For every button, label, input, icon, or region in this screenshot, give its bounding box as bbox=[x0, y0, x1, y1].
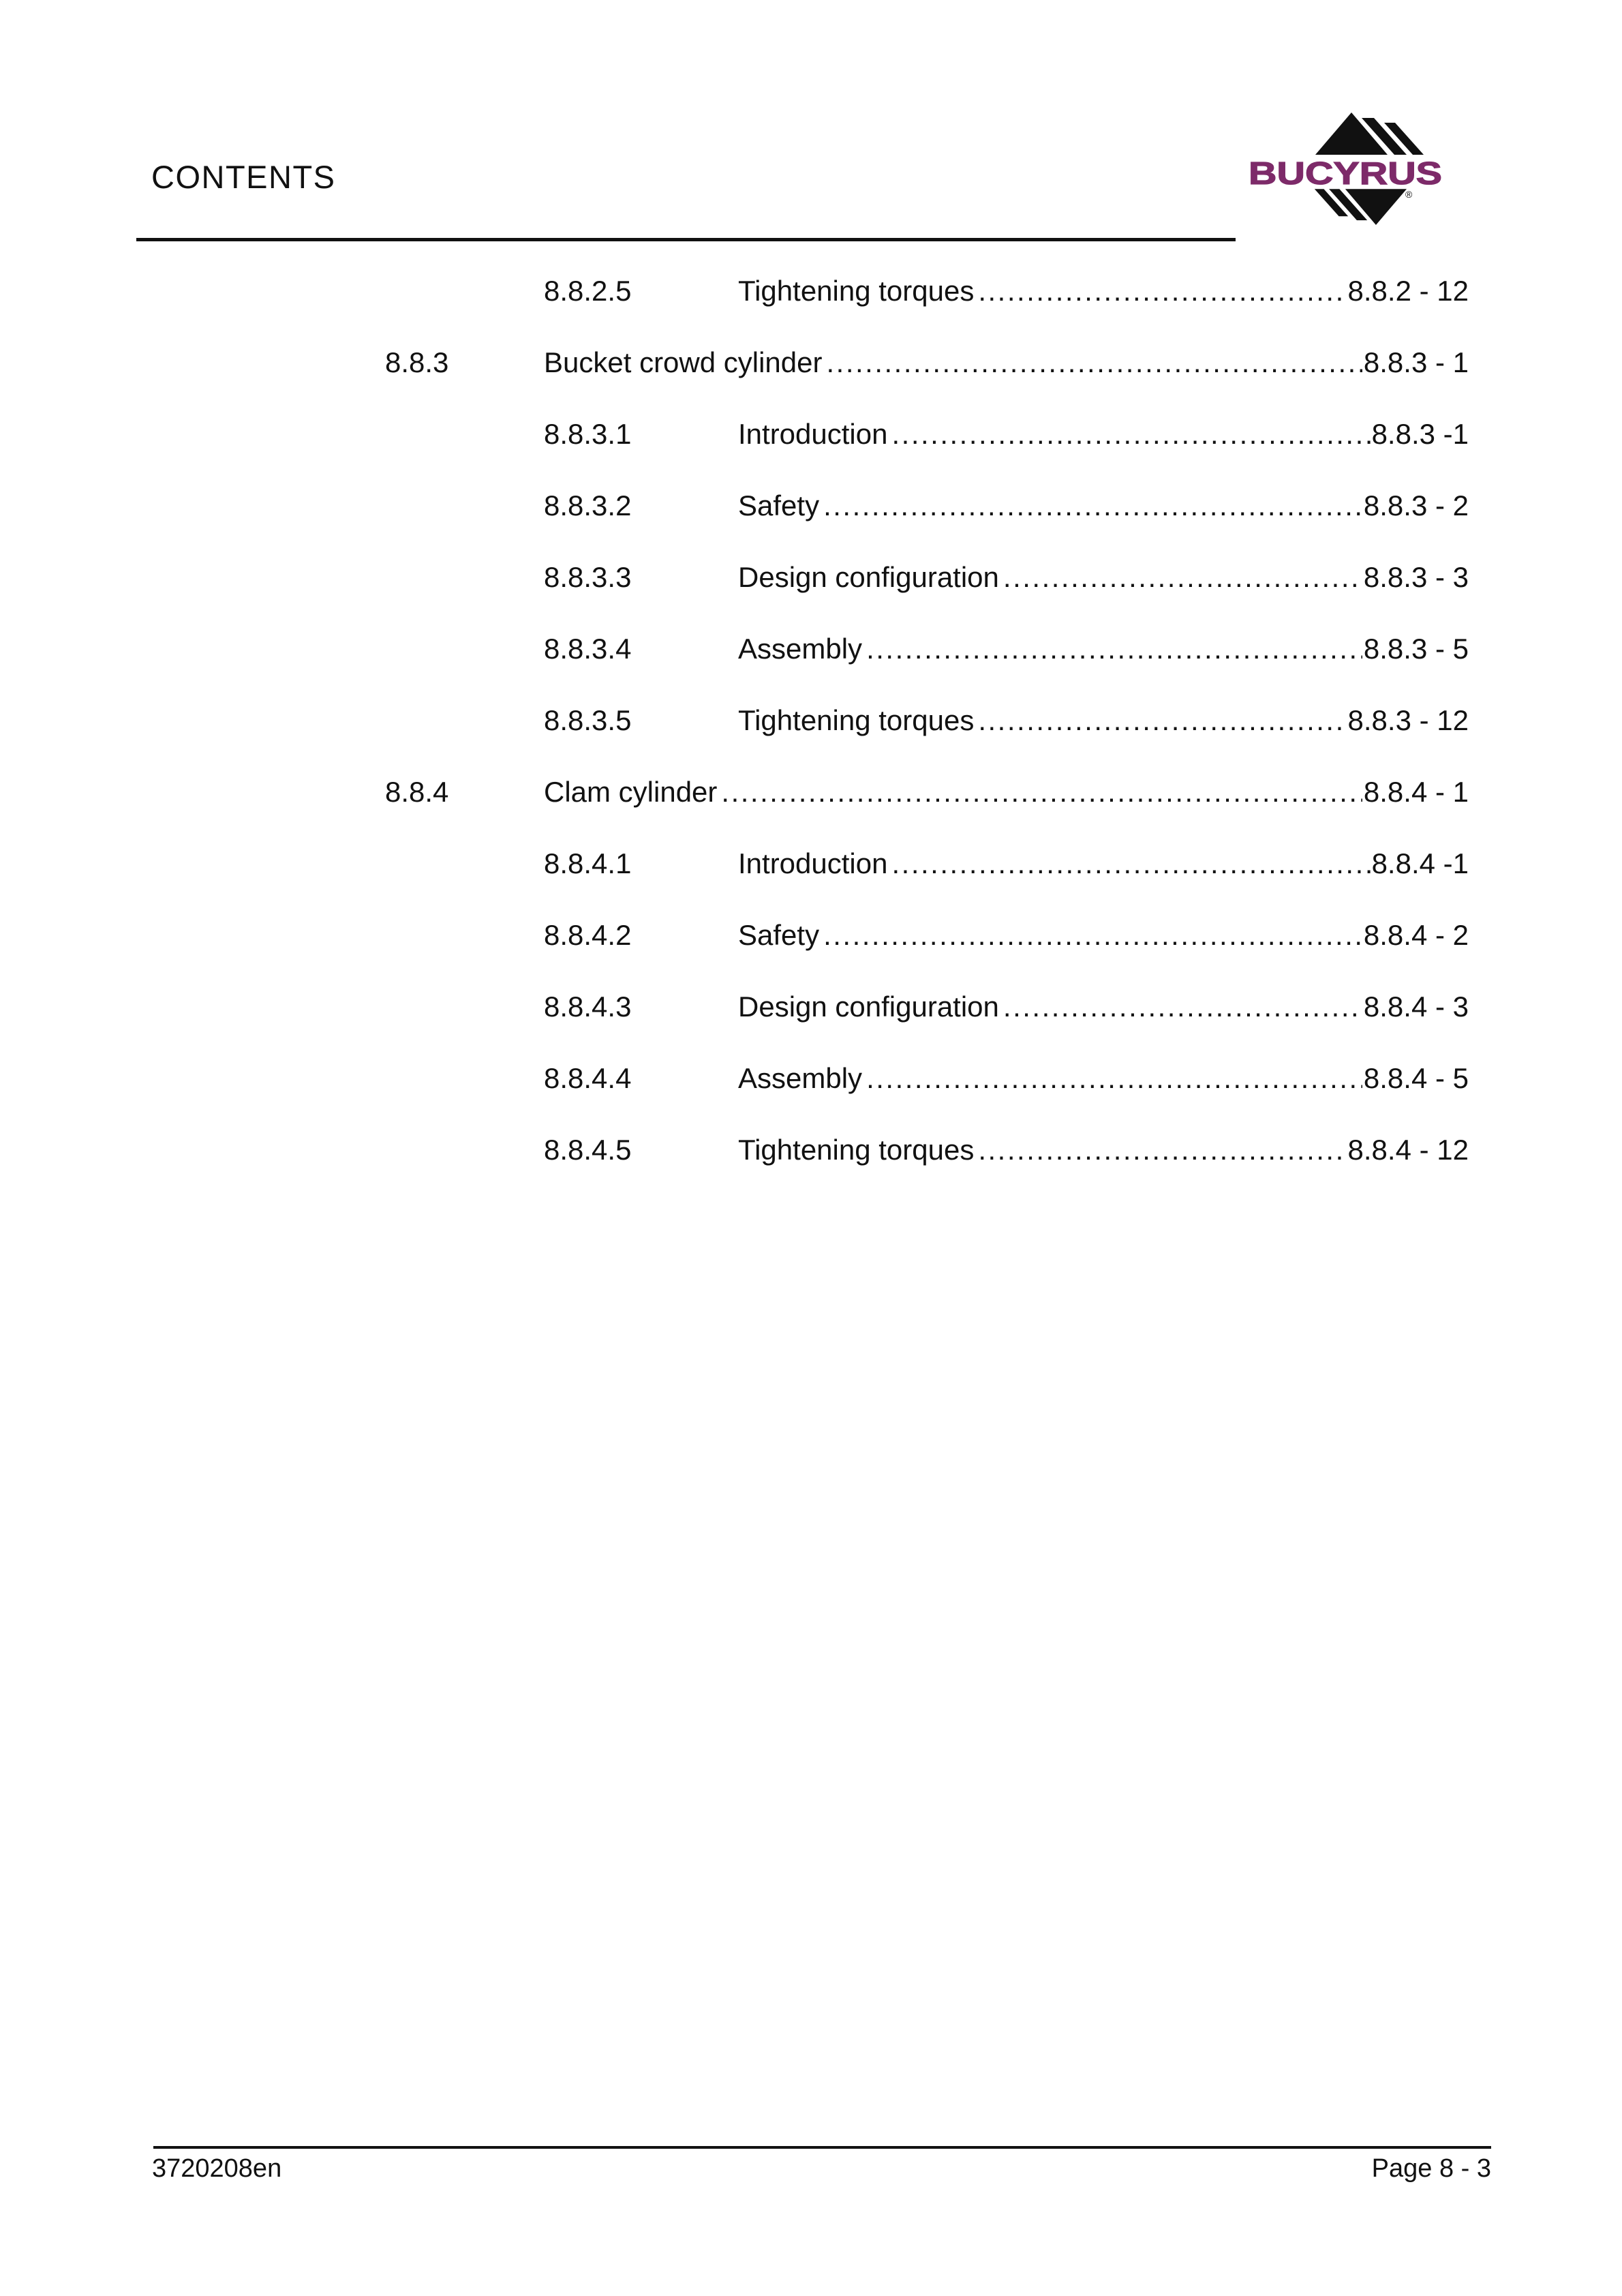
toc-entry-title: Safety bbox=[738, 919, 820, 951]
toc-entry bbox=[385, 1061, 1469, 1133]
toc-entry-title: Design configuration bbox=[738, 561, 999, 593]
toc-entry bbox=[385, 274, 1469, 346]
toc-entry-number: 8.8.3.3 bbox=[544, 561, 632, 593]
toc-entry-title: Tightening torques bbox=[738, 275, 975, 307]
toc-leader-dots bbox=[1003, 990, 1362, 1024]
toc-entry-number: 8.8.3.2 bbox=[544, 489, 632, 522]
toc-entry-page: 8.8.4 - 3 bbox=[1363, 991, 1469, 1023]
logo-wordmark: BUCYRUS bbox=[1249, 155, 1442, 191]
toc-entry bbox=[385, 847, 1469, 918]
toc-entry-title: Tightening torques bbox=[738, 704, 975, 736]
registered-trademark-icon: ® bbox=[1405, 189, 1413, 200]
toc-entry-title: Bucket crowd cylinder bbox=[544, 346, 823, 378]
toc-entry-page: 8.8.3 - 5 bbox=[1363, 633, 1469, 665]
toc-entry-page: 8.8.3 - 1 bbox=[1363, 346, 1469, 378]
toc-entry-title: Clam cylinder bbox=[544, 776, 718, 808]
toc-leader-dots bbox=[721, 775, 1362, 809]
toc-entry-number: 8.8.3.5 bbox=[544, 704, 632, 736]
toc-entry-number: 8.8.4.1 bbox=[544, 847, 632, 879]
toc-entry-page: 8.8.4 - 12 bbox=[1347, 1134, 1469, 1166]
toc-leader-dots bbox=[978, 1133, 1346, 1167]
toc-entry bbox=[385, 560, 1469, 632]
toc-entry-number: 8.8.3 bbox=[385, 346, 449, 378]
toc-leader-dots bbox=[891, 417, 1370, 451]
toc-entry bbox=[385, 990, 1469, 1061]
toc-entry-number: 8.8.2.5 bbox=[544, 275, 632, 307]
toc-entry-page: 8.8.2 - 12 bbox=[1347, 275, 1469, 307]
toc-leader-dots bbox=[891, 847, 1370, 881]
toc-leader-dots bbox=[866, 632, 1362, 666]
toc-entry-title: Design configuration bbox=[738, 991, 999, 1023]
toc-entry-page: 8.8.4 - 5 bbox=[1363, 1062, 1469, 1094]
header-divider bbox=[136, 238, 1236, 241]
toc-entry-number: 8.8.3.1 bbox=[544, 418, 632, 450]
toc-entry bbox=[385, 704, 1469, 775]
bucyrus-logo bbox=[1247, 104, 1452, 240]
toc-entry-number: 8.8.4.3 bbox=[544, 991, 632, 1023]
toc-entry-title: Safety bbox=[738, 489, 820, 522]
toc-entry-page: 8.8.3 -1 bbox=[1371, 418, 1469, 450]
toc-leader-dots bbox=[978, 274, 1346, 308]
toc-entry-page: 8.8.3 - 2 bbox=[1363, 489, 1469, 522]
toc-entry bbox=[385, 632, 1469, 704]
toc-entry-title: Assembly bbox=[738, 633, 863, 665]
toc-leader-dots bbox=[866, 1061, 1362, 1096]
toc-entry-page: 8.8.4 - 1 bbox=[1363, 776, 1469, 808]
toc-entry-number: 8.8.4.4 bbox=[544, 1062, 632, 1094]
toc-leader-dots bbox=[978, 704, 1346, 738]
toc-entry bbox=[385, 1133, 1469, 1205]
page-title: CONTENTS bbox=[151, 159, 336, 195]
toc-entry-page: 8.8.3 - 3 bbox=[1363, 561, 1469, 593]
toc-entry bbox=[385, 417, 1469, 489]
toc-entry-number: 8.8.3.4 bbox=[544, 633, 632, 665]
mountain-stripes-icon bbox=[1247, 104, 1452, 240]
toc-entry-title: Introduction bbox=[738, 418, 888, 450]
toc-entry-title: Introduction bbox=[738, 847, 888, 879]
table-of-contents bbox=[385, 274, 1469, 1205]
toc-entry bbox=[385, 346, 1469, 417]
document-number: 3720208en bbox=[152, 2154, 282, 2183]
toc-leader-dots bbox=[823, 489, 1362, 523]
toc-entry-page: 8.8.4 -1 bbox=[1371, 847, 1469, 879]
toc-entry bbox=[385, 918, 1469, 990]
page-number: Page 8 - 3 bbox=[1371, 2154, 1491, 2183]
toc-entry-page: 8.8.4 - 2 bbox=[1363, 919, 1469, 951]
toc-entry-number: 8.8.4 bbox=[385, 776, 449, 808]
toc-leader-dots bbox=[1003, 560, 1362, 594]
toc-entry-number: 8.8.4.5 bbox=[544, 1134, 632, 1166]
toc-entry bbox=[385, 489, 1469, 560]
toc-entry-title: Assembly bbox=[738, 1062, 863, 1094]
toc-entry bbox=[385, 775, 1469, 847]
toc-entry-number: 8.8.4.2 bbox=[544, 919, 632, 951]
toc-leader-dots bbox=[823, 918, 1362, 952]
footer-divider bbox=[153, 2146, 1491, 2149]
toc-entry-page: 8.8.3 - 12 bbox=[1347, 704, 1469, 736]
toc-leader-dots bbox=[827, 346, 1362, 380]
toc-entry-title: Tightening torques bbox=[738, 1134, 975, 1166]
